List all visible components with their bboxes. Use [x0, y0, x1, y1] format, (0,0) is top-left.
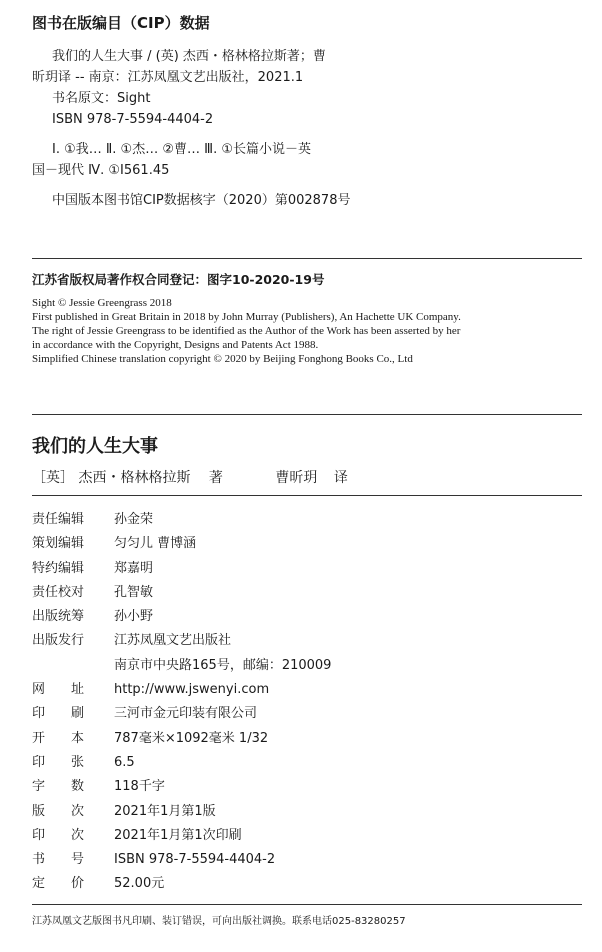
credit-label: 网 址 — [32, 682, 85, 698]
copyright-line: in accordance with the Copyright, Designs and Patents Act 1988. — [32, 339, 319, 351]
credit-value: 6.5 — [114, 754, 135, 770]
cip-line: Ⅰ. ①我… Ⅱ. ①杰… ②曹… Ⅲ. ①长篇小说－英 — [52, 142, 312, 157]
credits-divider — [32, 904, 582, 905]
credit-value: 118千字 — [114, 779, 165, 795]
copyright-notice — [32, 296, 587, 366]
credit-row — [32, 702, 582, 726]
credit-value: 孙小野 — [114, 609, 154, 625]
cip-line: 书名原文：Sight — [52, 91, 151, 106]
title-divider — [32, 495, 582, 496]
copyright-line: The right of Jessie Greengrass to be identified as the Author of the Work has been asserted by her — [32, 325, 461, 337]
credit-row — [32, 751, 582, 775]
credit-value: 2021年1月第1版 — [114, 803, 216, 819]
cip-line: 昕玥译 -- 南京：江苏凤凰文艺出版社，2021.1 — [32, 70, 304, 85]
credit-label: 策划编辑 — [32, 536, 85, 552]
credit-value: ISBN 978-7-5594-4404-2 — [114, 852, 276, 868]
credit-label: 出版统筹 — [32, 609, 85, 625]
credit-value: 匀匀儿 曹博涵 — [114, 536, 197, 552]
credit-label: 字 数 — [32, 779, 85, 795]
credit-row — [32, 581, 582, 605]
cip-divider — [32, 258, 582, 259]
credit-label: 出版发行 — [32, 633, 85, 649]
cip-line: 中国版本图书馆CIP数据核字（2020）第002878号 — [52, 193, 351, 208]
credit-value: 三河市金元印装有限公司 — [114, 706, 258, 722]
cip-line: ISBN 978-7-5594-4404-2 — [52, 112, 214, 127]
credit-row — [32, 872, 582, 896]
translator-role: 译 — [333, 470, 348, 486]
credit-row — [32, 678, 582, 702]
cip-line: 我们的人生大事 / (英) 杰西・格林格拉斯著；曹 — [52, 49, 326, 64]
credit-label: 印 次 — [32, 827, 85, 843]
credit-value: http://www.jswenyi.com — [114, 682, 270, 698]
copyright-divider — [32, 414, 582, 415]
credit-label: 责任校对 — [32, 584, 85, 600]
cip-block — [32, 46, 572, 211]
credit-row — [32, 605, 582, 629]
credit-value: 787毫米×1092毫米 1/32 — [114, 730, 269, 746]
credit-value: 江苏凤凰文艺出版社 — [114, 633, 232, 649]
credit-label: 印 刷 — [32, 706, 85, 722]
credit-row — [32, 557, 582, 581]
copyright-contract: 江苏省版权局著作权合同登记：图字10-2020-19号 — [32, 272, 325, 287]
footer-notice: 江苏凤凰文艺版图书凡印刷、装订错误，可向出版社调换。联系电话025-83280257 — [32, 916, 406, 927]
credit-value: 南京市中央路165号，邮编：210009 — [114, 657, 332, 673]
book-title: 我们的人生大事 — [32, 436, 158, 457]
credit-label: 印 张 — [32, 754, 85, 770]
cip-line: 国－现代 Ⅳ. ①I561.45 — [32, 163, 170, 178]
credit-row — [32, 508, 582, 532]
credit-value: 孔智敏 — [114, 584, 154, 600]
credit-row — [32, 800, 582, 824]
copyright-line: Simplified Chinese translation copyright © 2020 by Beijing Fonghong Books Co., Ltd — [32, 353, 413, 365]
cip-title: 图书在版编目（CIP）数据 — [32, 14, 210, 32]
translator-name: 曹昕玥 — [275, 470, 318, 486]
credit-label: 特约编辑 — [32, 560, 85, 576]
credit-label: 书 号 — [32, 852, 85, 868]
credit-row — [32, 775, 582, 799]
credit-row — [32, 727, 582, 751]
credit-label: 版 次 — [32, 803, 85, 819]
author-origin: ［英］ — [32, 470, 74, 486]
credit-row — [32, 532, 582, 556]
credit-label: 开 本 — [32, 730, 85, 746]
credit-value: 郑嘉明 — [114, 560, 154, 576]
credit-value: 2021年1月第1次印刷 — [114, 827, 242, 843]
credits-table — [32, 508, 582, 897]
author-row — [32, 467, 348, 487]
credit-value: 孙金荣 — [114, 512, 154, 527]
copyright-line: Sight © Jessie Greengrass 2018 — [32, 297, 172, 309]
author-name: 杰西・格林格拉斯 — [78, 470, 191, 486]
credit-row — [32, 654, 582, 678]
copyright-line: First published in Great Britain in 2018 by John Murray (Publishers), An Hachette UK Company. — [32, 311, 461, 323]
credit-row — [32, 629, 582, 653]
credit-row — [32, 848, 582, 872]
credit-label: 责任编辑 — [32, 512, 85, 527]
author-role: 著 — [208, 470, 223, 486]
credit-value: 52.00元 — [114, 876, 165, 892]
credit-row — [32, 824, 582, 848]
credit-label: 定 价 — [32, 876, 85, 892]
